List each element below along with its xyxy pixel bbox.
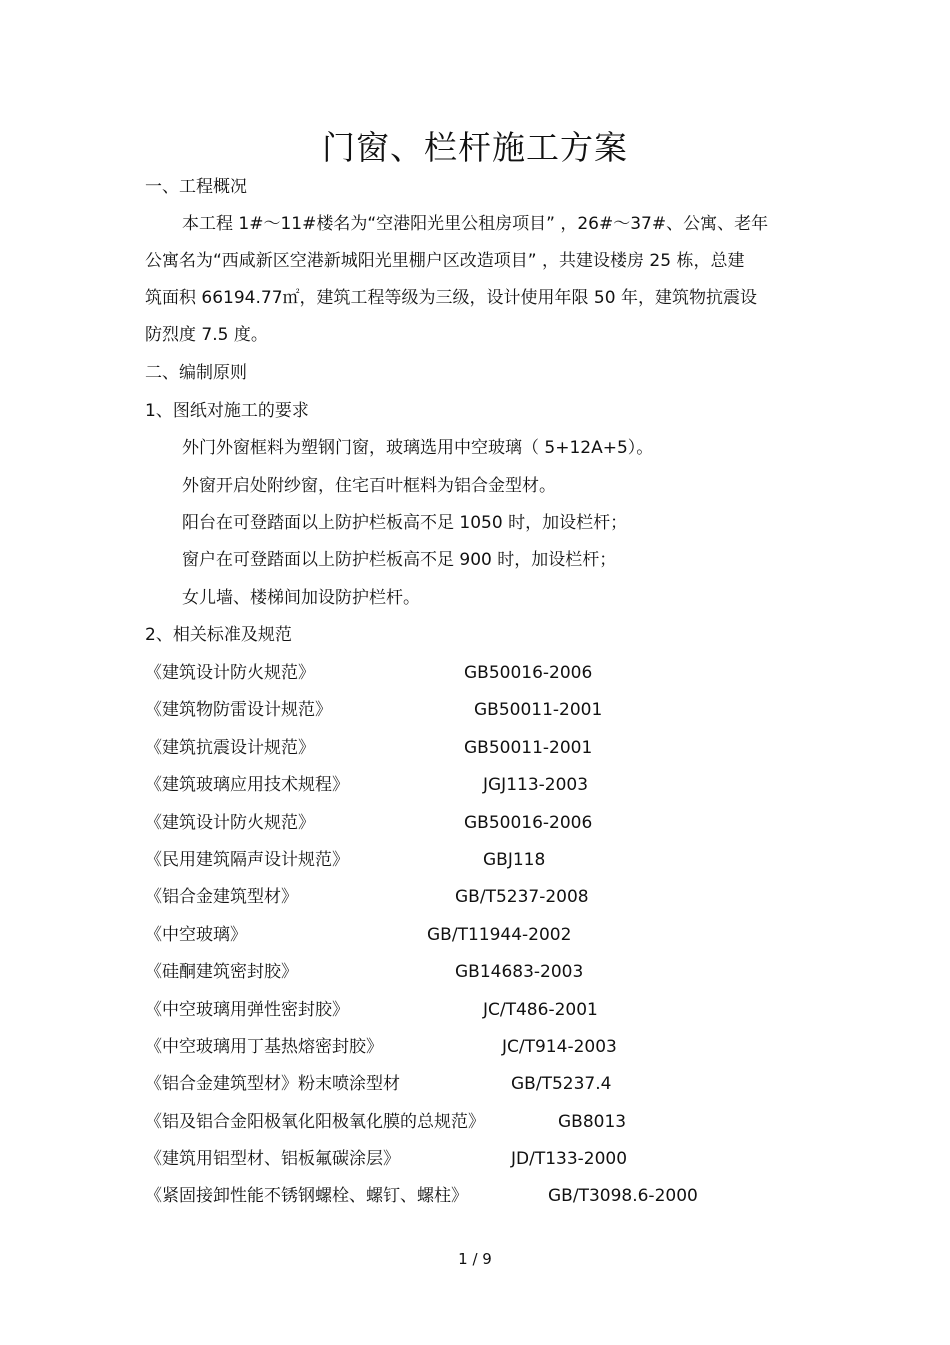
- requirement-item: 外门外窗框料为塑钢门窗，玻璃选用中空玻璃（ 5+12A+5）。: [182, 438, 654, 458]
- standard-name: 《民用建筑隔声设计规范》: [145, 850, 349, 870]
- overview-line-2: 公寓名为“西咸新区空港新城阳光里棚户区改造项目” ，共建设楼房 25 栋，总建: [145, 251, 745, 271]
- overview-line-4: 防烈度 7.5 度。: [145, 325, 268, 345]
- document-title: 门窗、栏杆施工方案: [322, 128, 628, 167]
- standard-name: 《建筑物防雷设计规范》: [145, 700, 332, 720]
- subsection-heading-drawings: 1、图纸对施工的要求: [145, 401, 309, 421]
- standard-code: JGJ113-2003: [483, 775, 589, 795]
- standard-name: 《建筑玻璃应用技术规程》: [145, 775, 349, 795]
- standard-code: GB/T11944-2002: [427, 925, 572, 945]
- standard-code: GB50011-2001: [474, 700, 603, 720]
- standard-code: GB/T5237-2008: [455, 887, 589, 907]
- requirement-item: 阳台在可登踏面以上防护栏板高不足 1050 时，加设栏杆；: [182, 513, 628, 533]
- standard-name: 《铝合金建筑型材》粉末喷涂型材: [145, 1074, 400, 1094]
- standard-name: 《建筑用铝型材、铝板氟碳涂层》: [145, 1149, 400, 1169]
- standard-code: GB/T3098.6-2000: [548, 1186, 698, 1206]
- standard-code: GB50016-2006: [464, 663, 593, 683]
- requirement-item: 窗户在可登踏面以上防护栏板高不足 900 时，加设栏杆；: [182, 550, 617, 570]
- standard-code: GB50011-2001: [464, 738, 593, 758]
- standard-code: JC/T486-2001: [483, 1000, 598, 1020]
- standard-name: 《紧固接卸性能不锈钢螺栓、螺钉、螺柱》: [145, 1186, 468, 1206]
- overview-line-1: 本工程 1#～11#楼名为“空港阳光里公租房项目” ，26#～37#、公寓、老年: [182, 214, 769, 234]
- standard-name: 《建筑设计防火规范》: [145, 813, 315, 833]
- page-number: 1 / 9: [458, 1250, 492, 1268]
- standard-name: 《建筑抗震设计规范》: [145, 738, 315, 758]
- requirement-item: 女儿墙、楼梯间加设防护栏杆。: [182, 588, 420, 608]
- standard-code: GB/T5237.4: [511, 1074, 612, 1094]
- standard-name: 《中空玻璃用弹性密封胶》: [145, 1000, 349, 1020]
- subsection-heading-standards: 2、相关标准及规范: [145, 625, 292, 645]
- standard-name: 《硅酮建筑密封胶》: [145, 962, 298, 982]
- standard-name: 《铝及铝合金阳极氧化阳极氧化膜的总规范》: [145, 1112, 485, 1132]
- standard-code: JD/T133-2000: [511, 1149, 628, 1169]
- standard-name: 《建筑设计防火规范》: [145, 663, 315, 683]
- section-heading-principles: 二、编制原则: [145, 363, 247, 383]
- standard-code: JC/T914-2003: [502, 1037, 617, 1057]
- standard-name: 《中空玻璃用丁基热熔密封胶》: [145, 1037, 383, 1057]
- standard-name: 《中空玻璃》: [145, 925, 247, 945]
- standard-code: GB50016-2006: [464, 813, 593, 833]
- requirement-item: 外窗开启处附纱窗，住宅百叶框料为铝合金型材。: [182, 476, 556, 496]
- section-heading-overview: 一、工程概况: [145, 177, 247, 197]
- overview-line-3: 筑面积 66194.77㎡，建筑工程等级为三级，设计使用年限 50 年，建筑物抗震设: [145, 288, 757, 308]
- standard-code: GB14683-2003: [455, 962, 584, 982]
- standard-code: GB8013: [558, 1112, 627, 1132]
- standard-name: 《铝合金建筑型材》: [145, 887, 298, 907]
- standard-code: GBJ118: [483, 850, 546, 870]
